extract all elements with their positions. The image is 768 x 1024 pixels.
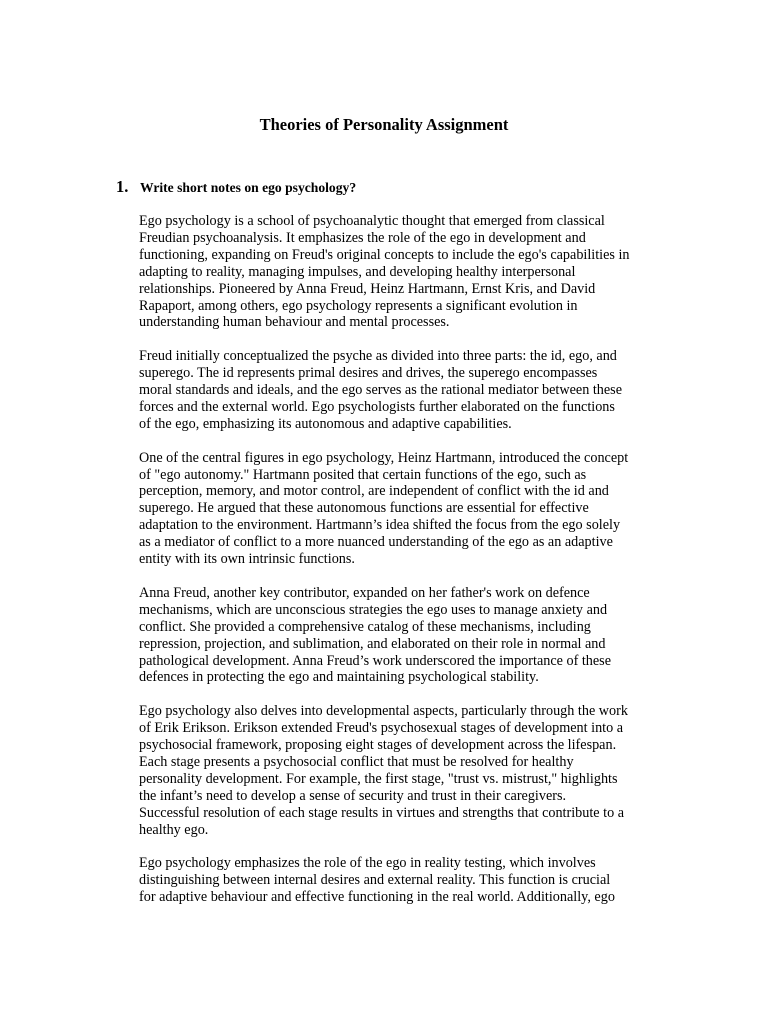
paragraph: Ego psychology is a school of psychoanalytic thought that emerged from classical Freudian psychoanalysis. It emphasizes the role of the ego in development and functioning, expanding on Freud's original concepts to include the ego's capabilities in adapting to reality, managing impulses, and developing healthy interpersonal relationships. Pioneered by Anna Freud, Heinz Hartmann, Ernst Kris, and David Rapaport, among others, ego psychology represents a significant evolution in understanding human behaviour and mental processes. [139, 213, 630, 331]
question-heading [116, 177, 676, 197]
question-number: 1. [116, 177, 129, 196]
document-title: Theories of Personality Assignment [259, 115, 509, 134]
paragraph: One of the central figures in ego psychology, Heinz Hartmann, introduced the concept of "ego autonomy." Hartmann posited that certain functions of the ego, such as perception, memory, and motor control, are independent of conflict with the id and superego. He argued that these autonomous functions are essential for effective adaptation to the environment. Hartmann’s idea shifted the focus from the ego solely as a mediator of conflict to a more nuanced understanding of the ego as an adaptive entity with its own intrinsic functions. [139, 449, 629, 568]
question-text: Write short notes on ego psychology? [140, 180, 357, 195]
paragraph: Ego psychology emphasizes the role of the ego in reality testing, which involves distinguishing between internal desires and external reality. This function is crucial for adaptive behaviour and effective functioning in the real world. Additionally, ego [139, 855, 615, 906]
paragraph: Anna Freud, another key contributor, expanded on her father's work on defence mechanisms, which are unconscious strategies the ego uses to manage anxiety and conflict. She provided a comprehensive catalog of these mechanisms, including repression, projection, and sublimation, and elaborated on their role in normal and pathological development. Anna Freud’s work underscored the importance of these defences in protecting the ego and maintaining psychological stability. [139, 584, 611, 686]
paragraph: Ego psychology also delves into developmental aspects, particularly through the work of Erik Erikson. Erikson extended Freud's psychosexual stages of development into a psychosocial framework, proposing eight stages of development across the lifespan. Each stage presents a psychosocial conflict that must be resolved for healthy personality development. For example, the first stage, "trust vs. mistrust," highlights the infant’s need to develop a sense of security and trust in their caregivers. Successful resolution of each stage results in virtues and strengths that contribute to a healthy ego. [139, 703, 628, 838]
answer-body [139, 213, 679, 923]
paragraph: Freud initially conceptualized the psyche as divided into three parts: the id, ego, and superego. The id represents primal desires and drives, the superego encompasses moral standards and ideals, and the ego serves as the rational mediator between these forces and the external world. Ego psychologists further elaborated on the functions of the ego, emphasizing its autonomous and adaptive capabilities. [139, 348, 622, 432]
